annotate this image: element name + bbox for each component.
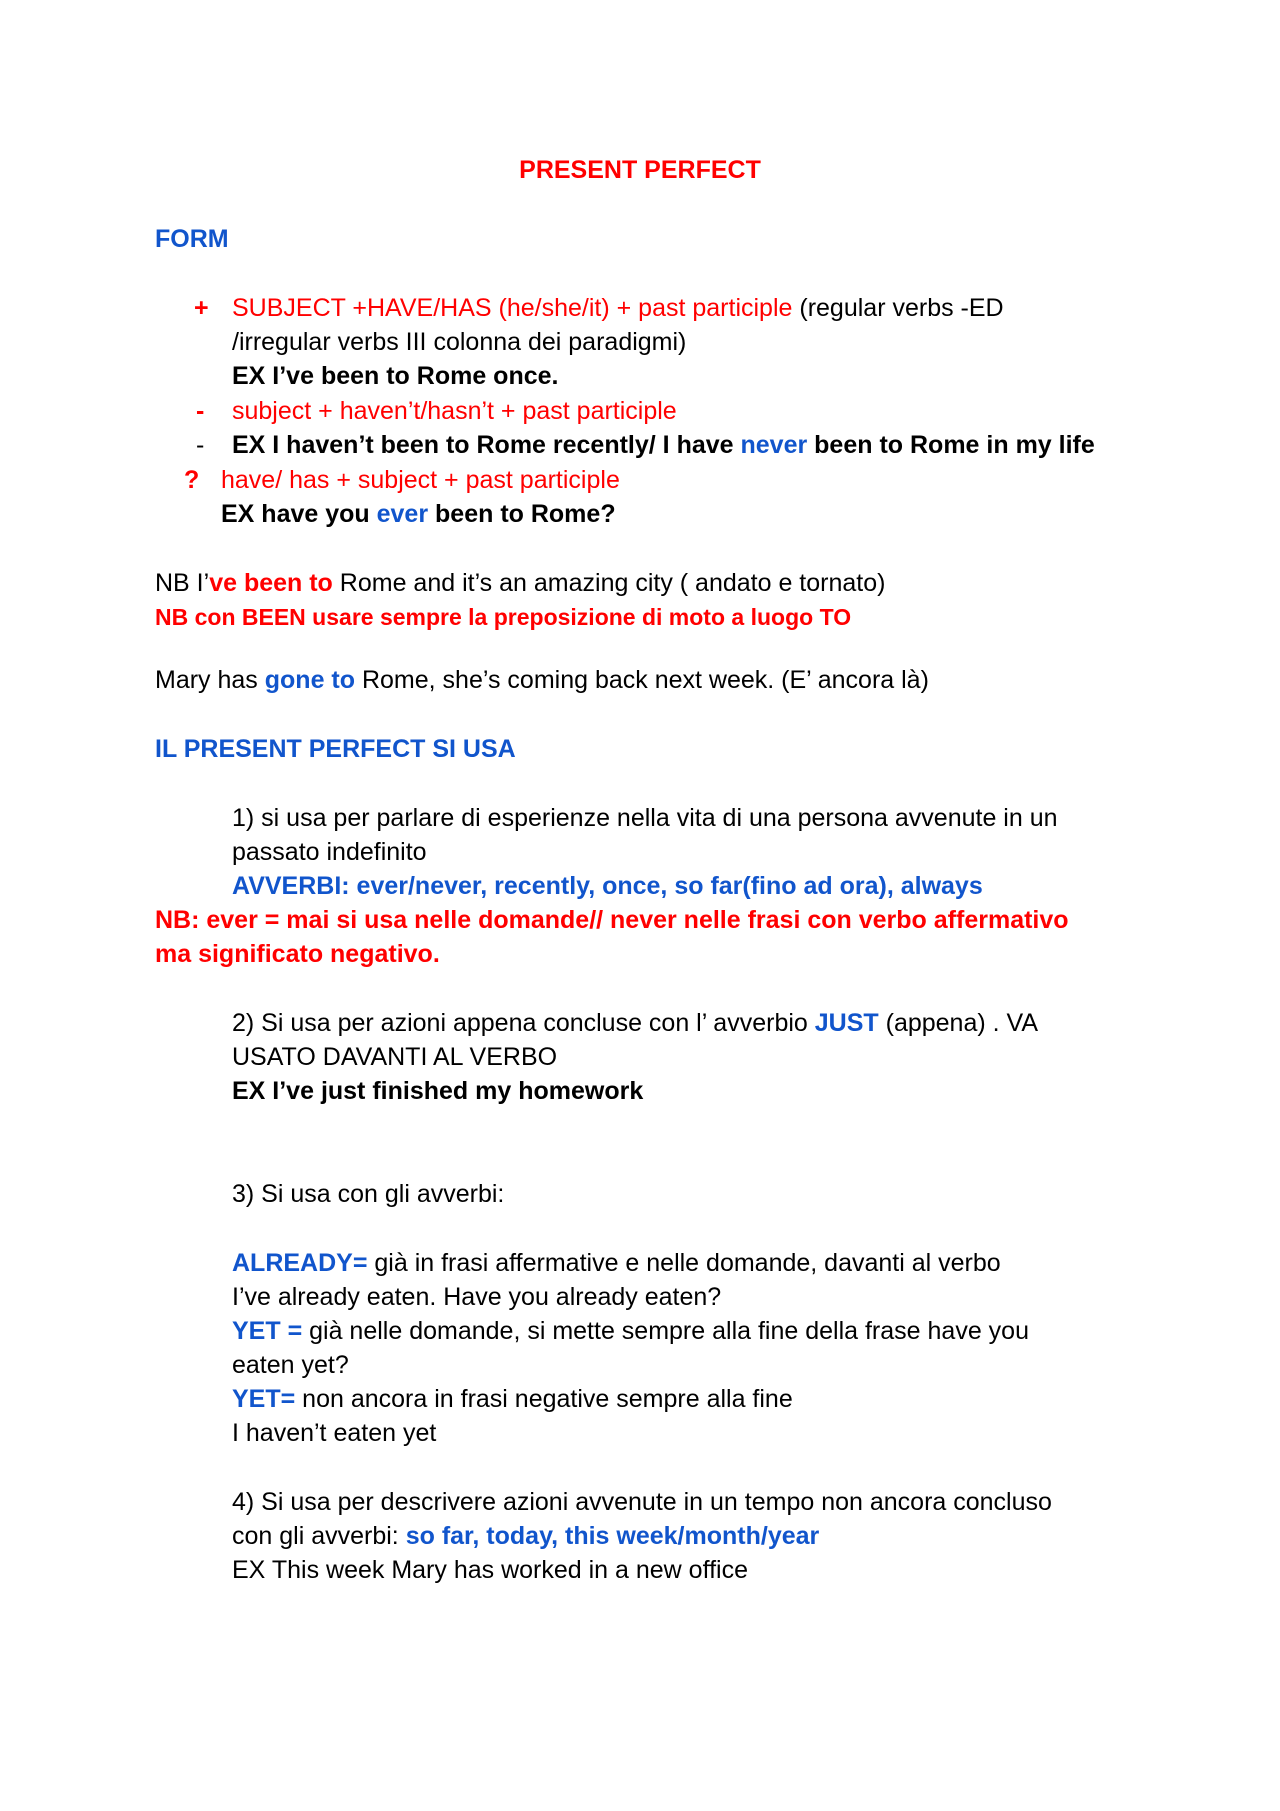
yet-question-text: già nelle domande, si mette sempre alla fine della frase have you [302, 1317, 1029, 1345]
already-text: già in frasi affermative e nelle domande, davanti al verbo [367, 1249, 1001, 1277]
minus-marker: - [196, 397, 205, 425]
affirmative-note: (regular verbs -ED [792, 294, 1004, 322]
question-example-b: been to Rome? [428, 500, 616, 528]
gone-a: Mary has [155, 666, 265, 694]
yet-negative-text: non ancora in frasi negative sempre alla fine [295, 1385, 793, 1413]
yet-question-line [232, 1314, 1029, 1348]
use4-line1: 4) Si usa per descrivere azioni avvenute in un tempo non ancora concluso [232, 1488, 1052, 1516]
plus-marker: + [194, 294, 209, 322]
minus-marker-2: - [196, 431, 205, 459]
affirmative-formula-line [232, 291, 1004, 325]
use4-line2-a: con gli avverbi: [232, 1522, 406, 1550]
already-example: I’ve already eaten. Have you already eaten? [232, 1283, 722, 1311]
use2-line1 [232, 1006, 1038, 1040]
use2-example: EX I’ve just finished my homework [232, 1077, 644, 1105]
affirmative-note-line: /irregular verbs III colonna dei paradigmi) [232, 328, 687, 356]
use2-b: (appena) . VA [878, 1009, 1039, 1037]
use4-adverbs: so far, today, this week/month/year [405, 1522, 820, 1550]
ever-keyword: ever [376, 500, 429, 528]
nb-been-keyword: ve been to [209, 569, 333, 597]
negative-example-b: been to Rome in my life [807, 431, 1095, 459]
already-line [232, 1246, 1001, 1280]
use1-line1: 1) si usa per parlare di esperienze nella vita di una persona avvenute in un [232, 804, 1058, 832]
just-keyword: JUST [814, 1009, 879, 1037]
use4-example: EX This week Mary has worked in a new office [232, 1556, 748, 1584]
question-marker: ? [184, 466, 200, 494]
question-example-a: EX have you [221, 500, 377, 528]
negative-formula: subject + haven’t/hasn’t + past participle [232, 397, 677, 425]
gone-to-line [155, 663, 929, 697]
use1-nb-line1: NB: ever = mai si usa nelle domande// never nelle frasi con verbo affermativo [155, 906, 1069, 934]
nb-been-a: NB I’ [155, 569, 210, 597]
nb-been-rule: NB con BEEN usare sempre la preposizione di moto a luogo TO [155, 604, 852, 630]
yet-keyword-2: YET= [232, 1385, 296, 1413]
use4-line2 [232, 1519, 819, 1553]
negative-example-a: EX I haven’t been to Rome recently/ I have [232, 431, 741, 459]
form-heading: FORM [155, 225, 229, 253]
uses-heading: IL PRESENT PERFECT SI USA [155, 735, 516, 763]
yet-negative-example: I haven’t eaten yet [232, 1419, 437, 1447]
question-example-line [221, 497, 616, 531]
already-keyword: ALREADY= [232, 1249, 368, 1277]
nb-been-c: Rome and it’s an amazing city ( andato e tornato) [332, 569, 886, 597]
use3-intro: 3) Si usa con gli avverbi: [232, 1180, 505, 1208]
yet-question-text-2: eaten yet? [232, 1351, 349, 1379]
yet-negative-line [232, 1382, 793, 1416]
use1-adverbs: AVVERBI: ever/never, recently, once, so far(fino ad ora), always [232, 872, 983, 900]
affirmative-formula: SUBJECT +HAVE/HAS (he/she/it) + past participle [232, 294, 793, 322]
use2-line2: USATO DAVANTI AL VERBO [232, 1043, 558, 1071]
use2-a: 2) Si usa per azioni appena concluse con l’ avverbio [232, 1009, 815, 1037]
affirmative-example: EX I’ve been to Rome once. [232, 362, 559, 390]
page-title: PRESENT PERFECT [519, 156, 761, 184]
use1-nb-line2: ma significato negativo. [155, 940, 440, 968]
nb-been-line [155, 566, 885, 600]
gone-c: Rome, she’s coming back next week. (E’ ancora là) [355, 666, 929, 694]
negative-example-line [232, 428, 1095, 462]
gone-to-keyword: gone to [264, 666, 356, 694]
never-keyword: never [740, 431, 808, 459]
use1-line2: passato indefinito [232, 838, 427, 866]
yet-keyword-1: YET = [232, 1317, 303, 1345]
question-formula: have/ has + subject + past participle [221, 466, 620, 494]
